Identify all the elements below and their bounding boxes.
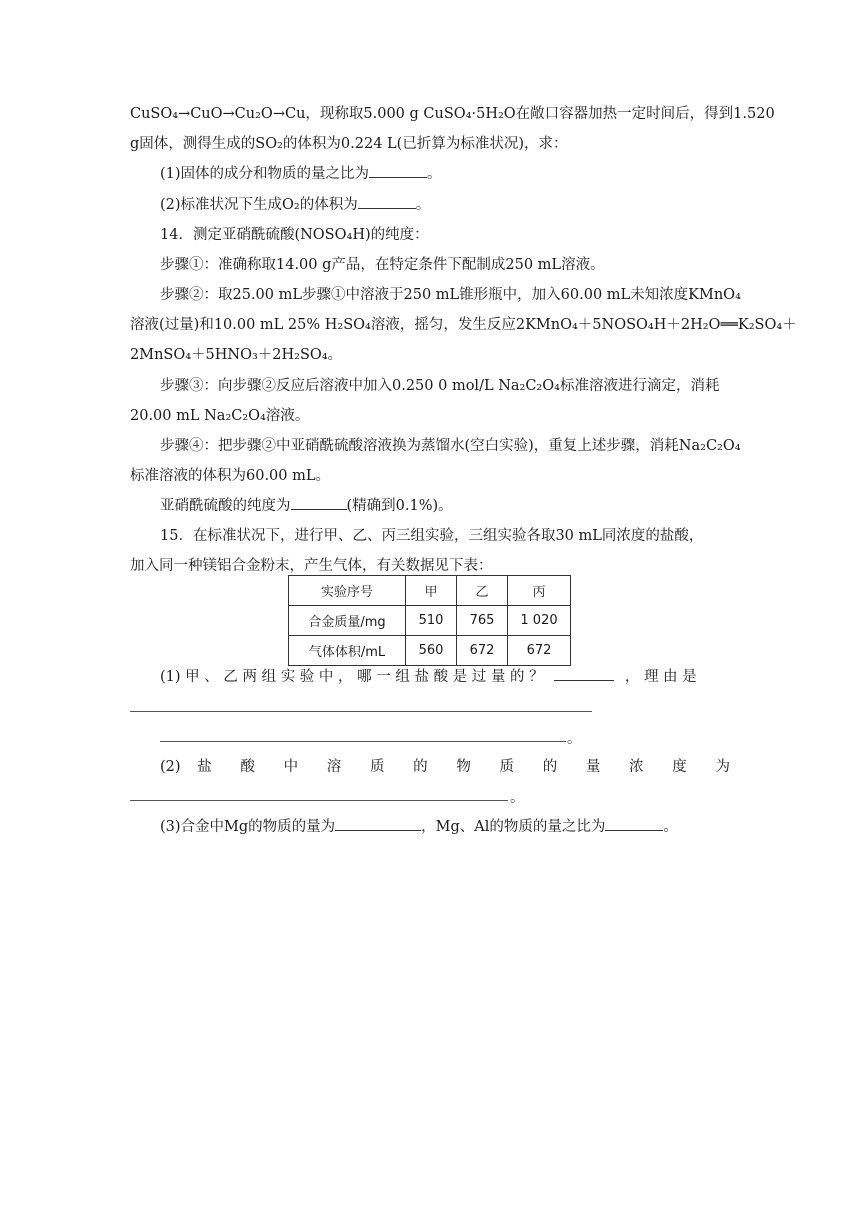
question-14-title: 14．测定亚硝酰硫酸(NOSO₄H)的纯度： (160, 227, 429, 243)
table-cell: 672 (508, 636, 571, 666)
table-cell: 气体体积/mL (289, 636, 406, 666)
table-header-cell: 实验序号 (289, 576, 406, 606)
answer-line[interactable] (130, 711, 592, 712)
question-15-3 (160, 815, 730, 839)
table-cell: 765 (457, 606, 508, 636)
table-header-cell: 甲 (406, 576, 457, 606)
table-cell: 合金质量/mg (289, 606, 406, 636)
question-text: (1) 甲 、 乙 两 组 实 验 中 ， 哪 一 组 盐 酸 是 过 量 的 ？ (160, 669, 544, 685)
step-3-continued: 20.00 mL Na₂C₂O₄溶液。 (130, 408, 310, 424)
answer-blank[interactable] (335, 816, 421, 831)
question-text: (3)合金中Mg的物质的量为 (160, 819, 336, 835)
answer-blank[interactable] (554, 666, 614, 681)
question-15-continued: 加入同一种镁铝合金粉末，产生气体，有关数据见下表： (130, 558, 493, 574)
text-line: CuSO₄→CuO→Cu₂O→Cu，现称取5.000 g CuSO₄·5H₂O在敞口容器加热一定时间后，得到1.520 (130, 106, 775, 122)
punctuation: 。 (510, 790, 525, 806)
answer-blank[interactable] (291, 495, 347, 510)
answer-blank[interactable] (358, 194, 416, 209)
step-2: 步骤②：取25.00 mL步骤①中溶液于250 mL锥形瓶中，加入60.00 mL未知浓度KMnO₄ (160, 287, 741, 303)
table-cell: 510 (406, 606, 457, 636)
answer-blank[interactable] (369, 163, 427, 178)
question-text: 亚硝酰硫酸的纯度为 (160, 498, 291, 514)
question-text: (精确到0.1%)。 (346, 498, 453, 514)
table-header-cell: 丙 (508, 576, 571, 606)
answer-line[interactable] (160, 741, 566, 742)
punctuation: 。 (415, 197, 431, 213)
punctuation: 。 (427, 166, 442, 182)
step-2-continued: 2MnSO₄＋5HNO₃＋2H₂SO₄。 (130, 347, 343, 363)
table-row (289, 636, 571, 666)
step-2-continued: 溶液(过量)和10.00 mL 25% H₂SO₄溶液，摇匀，发生反应2KMnO₄＋5NOSO₄H＋2H₂O══K₂SO₄＋ (130, 317, 797, 333)
table-cell: 560 (406, 636, 457, 666)
purity-question (160, 494, 730, 518)
question-text: (2)标准状况下生成O₂的体积为 (160, 197, 358, 213)
question-text: ， 理 由 是 (624, 669, 697, 685)
step-3: 步骤③：向步骤②反应后溶液中加入0.250 0 mol/L Na₂C₂O₄标准溶液进行滴定，消耗 (160, 378, 720, 394)
table-row (289, 606, 571, 636)
table-cell: 1 020 (508, 606, 571, 636)
table-header-cell: 乙 (457, 576, 508, 606)
table-header-row (289, 576, 571, 606)
question-text: ，Mg、Al的物质的量之比为 (421, 819, 606, 835)
question-15-1 (160, 665, 730, 689)
answer-blank[interactable] (605, 816, 663, 831)
punctuation: 。 (663, 819, 678, 835)
question-13-1 (160, 162, 730, 186)
question-13-2 (160, 193, 730, 217)
table-cell: 672 (457, 636, 508, 666)
text-line: g固体，测得生成的SO₂的体积为0.224 L(已折算为标准状况)，求： (130, 136, 568, 152)
step-4: 步骤④：把步骤②中亚硝酰硫酸溶液换为蒸馏水(空白实验)，重复上述步骤，消耗Na₂C₂O₄ (160, 438, 741, 454)
data-table (288, 575, 571, 666)
punctuation: 。 (567, 731, 582, 747)
question-15-title: 15．在标准状况下，进行甲、乙、丙三组实验，三组实验各取30 mL同浓度的盐酸， (160, 528, 704, 544)
answer-line[interactable] (130, 800, 508, 801)
step-4-continued: 标准溶液的体积为60.00 mL。 (130, 468, 330, 484)
question-15-2: (2) 盐 酸 中 溶 质 的 物 质 的 量 浓 度 为 (160, 759, 730, 775)
question-text: (1)固体的成分和物质的量之比为 (160, 166, 370, 182)
step-1: 步骤①：准确称取14.00 g产品，在特定条件下配制成250 mL溶液。 (160, 257, 605, 273)
